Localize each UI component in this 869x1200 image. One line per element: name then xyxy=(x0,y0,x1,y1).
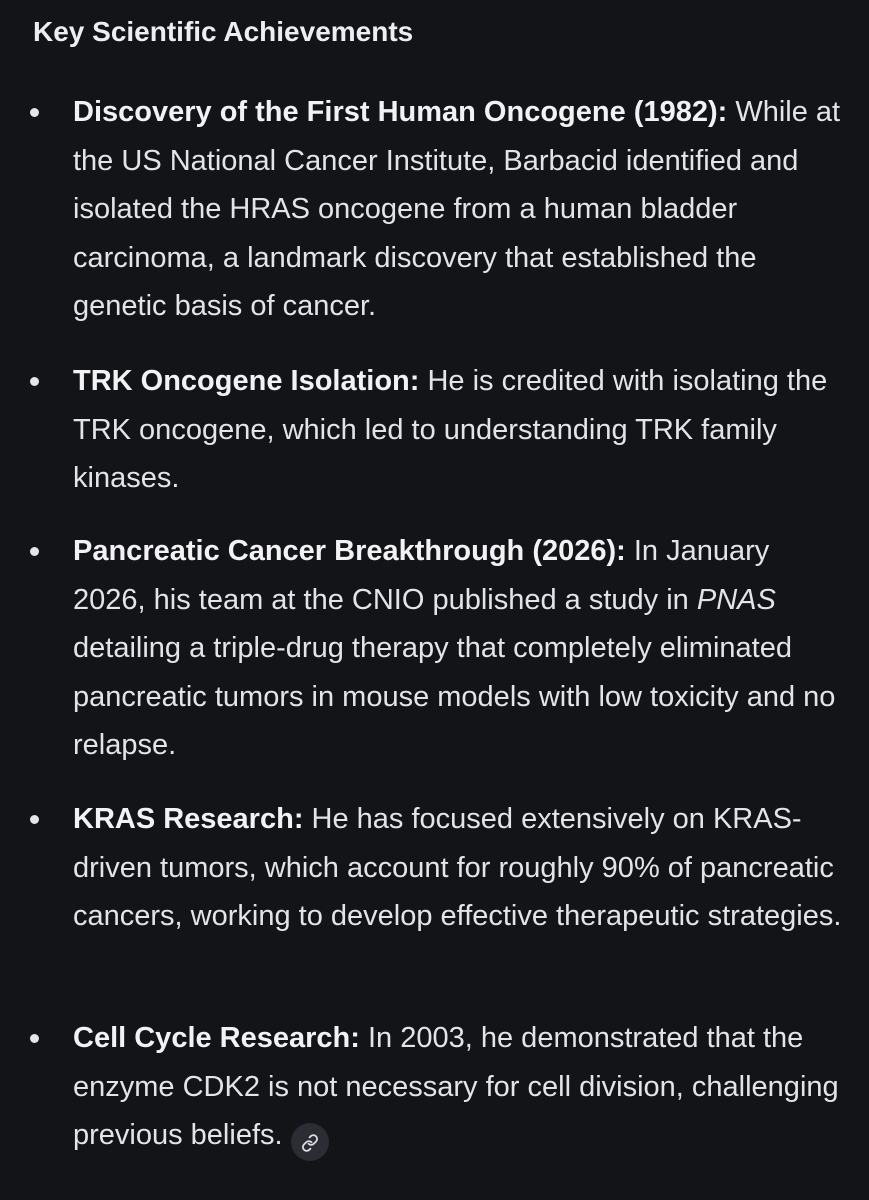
achievement-text xyxy=(73,88,843,331)
achievement-body: detailing a triple-drug therapy that completely eliminated pancreatic tumors in mouse models with low toxicity and no relapse. xyxy=(73,632,836,761)
achievement-heading: Discovery of the First Human Oncogene (1982): xyxy=(73,96,728,128)
bullet-icon xyxy=(30,1034,39,1043)
achievement-text xyxy=(73,1014,843,1161)
achievement-body: In 2003, he demonstrated that the enzyme CDK2 is not necessary for cell division, challenging previous beliefs. xyxy=(73,1022,839,1151)
achievement-body: In January 2026, his team at the CNIO published a study in xyxy=(73,535,770,616)
achievement-body: While at the US National Cancer Institute, Barbacid identified and isolated the HRAS oncogene from a human bladder carcinoma, a landmark discovery that established the genetic basis of cancer. xyxy=(73,96,841,322)
bullet-icon xyxy=(30,377,39,386)
achievement-heading: KRAS Research: xyxy=(73,803,304,835)
journal-name: PNAS xyxy=(696,583,776,616)
section-title: Key Scientific Achievements xyxy=(33,16,414,47)
achievement-heading: Pancreatic Cancer Breakthrough (2026): xyxy=(73,535,626,567)
achievement-body: He has focused extensively on KRAS-driven tumors, which account for roughly 90% of pancreatic cancers, working to develop effective therapeutic strategies. xyxy=(73,803,842,932)
achievement-heading: Cell Cycle Research: xyxy=(73,1022,360,1054)
link-icon xyxy=(301,1134,319,1152)
achievement-text xyxy=(73,357,843,503)
bullet-icon xyxy=(30,815,39,824)
source-link-button[interactable] xyxy=(291,1123,329,1161)
bullet-icon xyxy=(30,108,39,117)
achievement-text xyxy=(73,795,843,941)
bullet-icon xyxy=(30,547,39,556)
achievement-body: He is credited with isolating the TRK oncogene, which led to understanding TRK family kinases. xyxy=(73,365,828,494)
achievement-text xyxy=(73,527,843,770)
achievement-heading: TRK Oncogene Isolation: xyxy=(73,365,420,397)
